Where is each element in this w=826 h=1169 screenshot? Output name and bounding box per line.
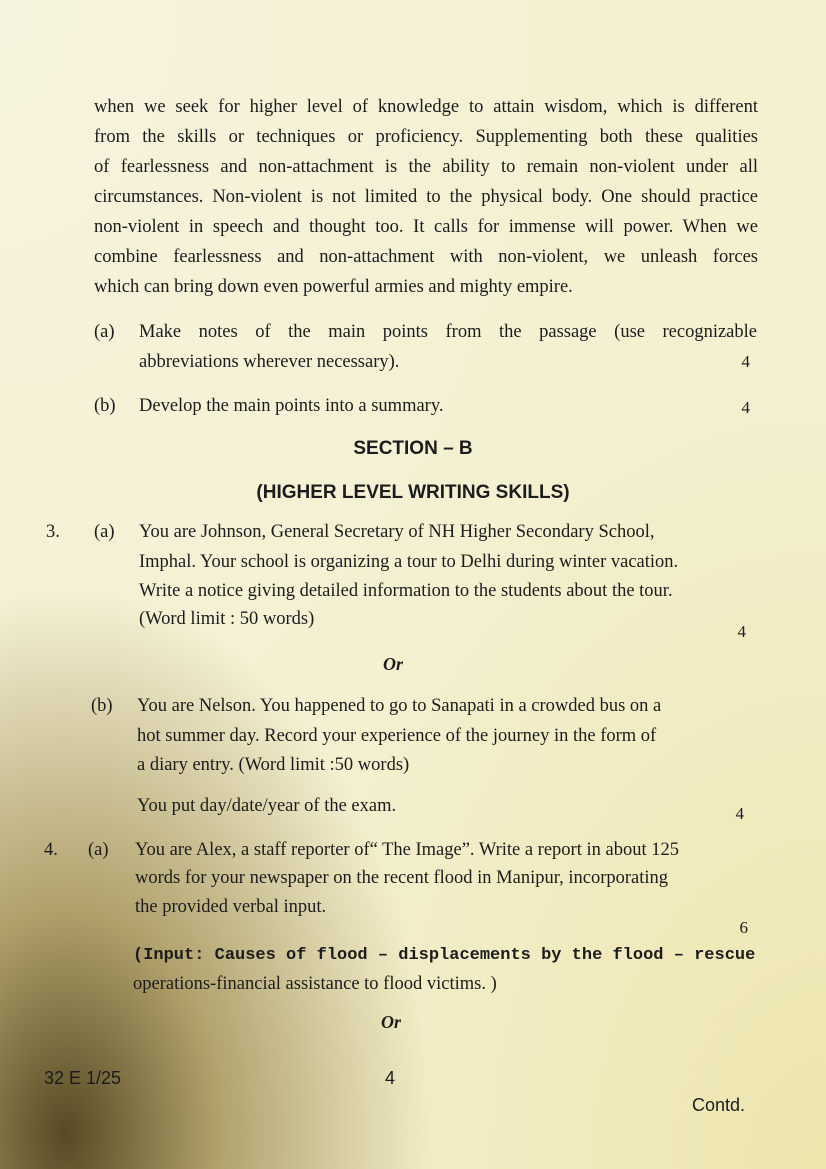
question-4a-input-line1: (Input: Causes of flood – displacements by the flood – rescue [133,946,756,965]
passage-line: combine fearlessness and non-attachment with non-violent, we unleash forces [94,247,758,267]
question-3b-note: You put day/date/year of the exam. [137,796,397,816]
question-4a-line: the provided verbal input. [135,897,327,917]
question-4-number: 4. [44,840,58,860]
passage-line: from the skills or techniques or proficiency. Supplementing both these qualities [94,127,758,147]
passage-line: circumstances. Non-violent is not limited to the physical body. One should practice [94,187,758,207]
passage-line: when we seek for higher level of knowledge to attain wisdom, which is different [94,97,758,117]
section-title: SECTION – B [353,438,473,459]
question-4a-label: (a) [88,840,109,860]
question-3a-line: (Word limit : 50 words) [139,609,315,629]
question-2a-line2: abbreviations wherever necessary). [139,352,400,372]
question-2b-text: Develop the main points into a summary. [139,396,444,416]
question-3b-line: hot summer day. Record your experience of the journey in the form of [137,726,657,746]
page-number: 4 [385,1068,396,1088]
question-2a-label: (a) [94,322,115,342]
section-subtitle: (HIGHER LEVEL WRITING SKILLS) [256,482,570,503]
question-3a-marks: 4 [737,622,746,641]
question-2a-marks: 4 [741,352,750,371]
question-3b-line: You are Nelson. You happened to go to Sanapati in a crowded bus on a [137,696,662,716]
or-separator: Or [383,654,404,674]
question-3a-line: Write a notice giving detailed information to the students about the tour. [139,581,673,601]
question-3b-label: (b) [91,696,113,716]
question-3-number: 3. [46,522,60,542]
question-4a-line: You are Alex, a staff reporter of“ The Image”. Write a report in about 125 [135,840,679,860]
question-4a-marks: 6 [739,918,748,937]
question-3a-label: (a) [94,522,115,542]
question-4a-line: words for your newspaper on the recent flood in Manipur, incorporating [135,868,669,888]
passage-line: non-violent in speech and thought too. It calls for immense will power. When we [94,217,758,237]
passage [94,92,758,302]
question-3a-line: Imphal. Your school is organizing a tour to Delhi during winter vacation. [139,552,679,572]
question-3a-line: You are Johnson, General Secretary of NH Higher Secondary School, [139,522,655,542]
question-2b-label: (b) [94,396,116,416]
passage-line: which can bring down even powerful armies and mighty empire. [94,277,573,297]
question-4a-input-line2: operations-financial assistance to flood victims. ) [133,974,497,994]
continued-label: Contd. [692,1095,746,1115]
question-3b-marks: 4 [735,804,744,823]
paper-code: 32 E 1/25 [44,1068,122,1088]
or-separator: Or [381,1012,402,1032]
question-2b-marks: 4 [741,398,750,417]
question-2a-line1: Make notes of the main points from the passage (use recognizable [139,322,757,342]
passage-line: of fearlessness and non-attachment is the ability to remain non-violent under all [94,157,758,177]
question-3b-line: a diary entry. (Word limit :50 words) [137,755,410,775]
